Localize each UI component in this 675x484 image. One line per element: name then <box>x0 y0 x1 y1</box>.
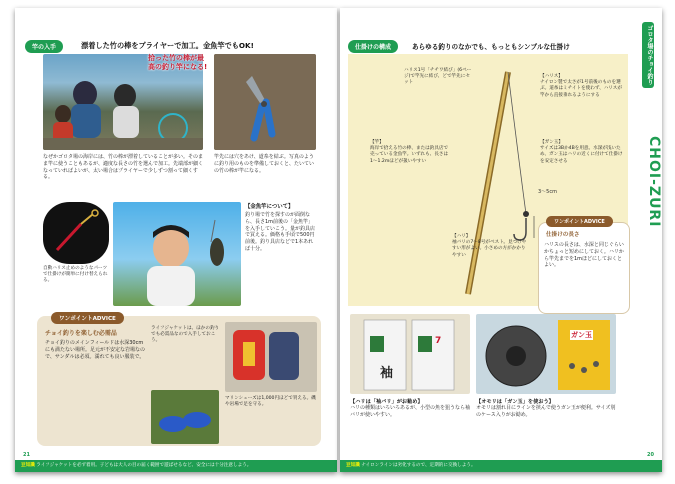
section-title-rod: 漂着した竹の棒をプライヤーで加工。金魚竿でもOK! <box>81 41 254 50</box>
footer-label-left: 豆知識 <box>21 463 35 468</box>
caption-hook-body: ハリの種類はいろいろあるが、小型の魚を狙うなら袖バリが使いやすい。 <box>350 405 471 418</box>
advice-note-lifejacket: ライフジャケットは、ほかの釣りでも必需品なので入手しておこう。 <box>151 326 220 344</box>
page-number-left: 21 <box>23 452 30 458</box>
footer-left <box>15 460 337 472</box>
advice-body-left: チョイ釣りのメインフィールドは水深30cmにも満たない場所。足元が不安定な岩場なので、サンダルは必須。濡れても良い服装で。 <box>45 340 146 360</box>
caption-sinker-body: オモリは割れ目にラインを挟んで使うガン玉が便利。サイズ別のケース入りがお勧め。 <box>476 405 616 418</box>
photo-swivel <box>43 202 109 264</box>
sinker-pack-label: ガン玉 <box>571 331 592 339</box>
left-page <box>15 8 337 472</box>
caption-sinker-title: 【オモリは「ガン玉」を使おう】 <box>476 399 554 405</box>
caption-sinker <box>476 398 616 419</box>
photo-boy-with-fish <box>113 202 241 306</box>
label-dimension: 3〜5cm <box>538 189 557 195</box>
advice-body-right: ハリスの長さは、水深と同じぐらいかちょっと短めにしておく。ハリから竿先までを1mほどにしておくとよい。 <box>544 242 624 269</box>
right-page <box>340 8 662 472</box>
advice-tab-right: ワンポイントADVICE <box>546 216 613 227</box>
advice-title-left: チョイ釣りを楽しむ必需品 <box>45 330 117 337</box>
label-hook: 【ハリ】 袖バリの7〜8号がベスト。見つけやすい形がよい。小さめの方がかかりやすい <box>452 234 527 258</box>
section-tab-rod: 竿の入手 <box>25 40 63 53</box>
label-rod: 【竿】 海岸で拾える竹の棒、または釣具店で売っている金魚竿。いずれも、長さは1〜1.2mほどが扱いやすい <box>370 140 449 164</box>
side-rotated-title: CHOI-ZURI <box>646 136 662 228</box>
section-tab-rig: 仕掛けの構成 <box>348 40 398 53</box>
rod-body-right: 竿先には穴をあけ、道糸を結ぶ。写真のように釣り用のものを準備しておくと、たいていの竹の棒が竿になる。 <box>214 154 315 174</box>
caption-hook <box>350 398 470 419</box>
kingyo-rod-body: 釣り場で竹を探すのが面倒なら、長さ1m前後の「金魚竿」を入手していこう。量が釣具店で買える。価格も手頃で500円前後。釣り具店などで1本あれば十分。 <box>245 212 316 252</box>
hook-pack-size: 7 <box>435 336 442 346</box>
footer-label-right: 豆知識 <box>346 463 360 468</box>
photo-marine-shoes <box>151 390 219 444</box>
photo-lifejacket <box>225 322 317 392</box>
label-line: 【ハリス】 ナイロン製で太さが1号前後のものを選ぶ。道糸はミチイトを使わず、ハリスが竿から直接垂れるようにする <box>540 74 622 98</box>
kingyo-rod-section <box>245 202 317 253</box>
label-sinker: 【ガン玉】 サイズは3Bか4Bを用意。水深が浅いため、ガン玉はハリの近くに付けて仕掛けを安定させる <box>540 140 623 164</box>
kingyo-rod-title: 【金魚竿について】 <box>245 204 294 210</box>
swivel-caption: 自動ハリス止めのようなパーツで仕掛けが簡単に付け替えられる。 <box>43 266 108 284</box>
photo-sinker-case <box>476 314 616 394</box>
page-number-right: 20 <box>647 452 654 458</box>
photo-hook-packs <box>350 314 470 394</box>
photo-pliers <box>214 54 316 150</box>
callout-rod: 拾った竹の棒が最高の釣り竿になる! <box>148 54 208 71</box>
side-title: ゴロタ場のチョイ釣り <box>642 22 654 88</box>
advice-tab-left: ワンポイントADVICE <box>51 312 124 324</box>
footer-right <box>340 460 662 472</box>
section-title-rig: あらゆる釣りのなかでも、もっともシンプルな仕掛け <box>412 43 570 51</box>
caption-hook-title: 【ハリは「袖バリ」がお勧め】 <box>350 399 423 405</box>
rod-body-left: なぜかゴロタ場の海岸には、竹の棒が漂着していることが多い。そのまま竿に使うこともあるが、適度な長さの竹を選んで加工。先端部が細くなっていればよいが、太い場合はプライヤーで少しずつ割って細くする。 <box>43 154 204 181</box>
footer-text-left: ライフジャケットを必ず着用。子どもは大人の目の届く範囲で遊ばせるなど、安全には十分注意しよう。 <box>36 463 252 468</box>
side-title-band <box>632 16 662 452</box>
advice-note-shoes: マリンシューズは1,000円ほどで買える。磯や岩場で足を守る。 <box>225 396 316 408</box>
footer-text-right: ナイロンラインは劣化するので、定期的に交換しよう。 <box>361 463 476 468</box>
advice-title-right: 仕掛けの長さ <box>546 232 580 238</box>
label-harisu-knot: ハリス1号「チチワ結び」(6ページ)で竿先に結び、どで竿先にセット <box>404 68 472 86</box>
hook-pack-kanji: 袖 <box>380 366 394 381</box>
